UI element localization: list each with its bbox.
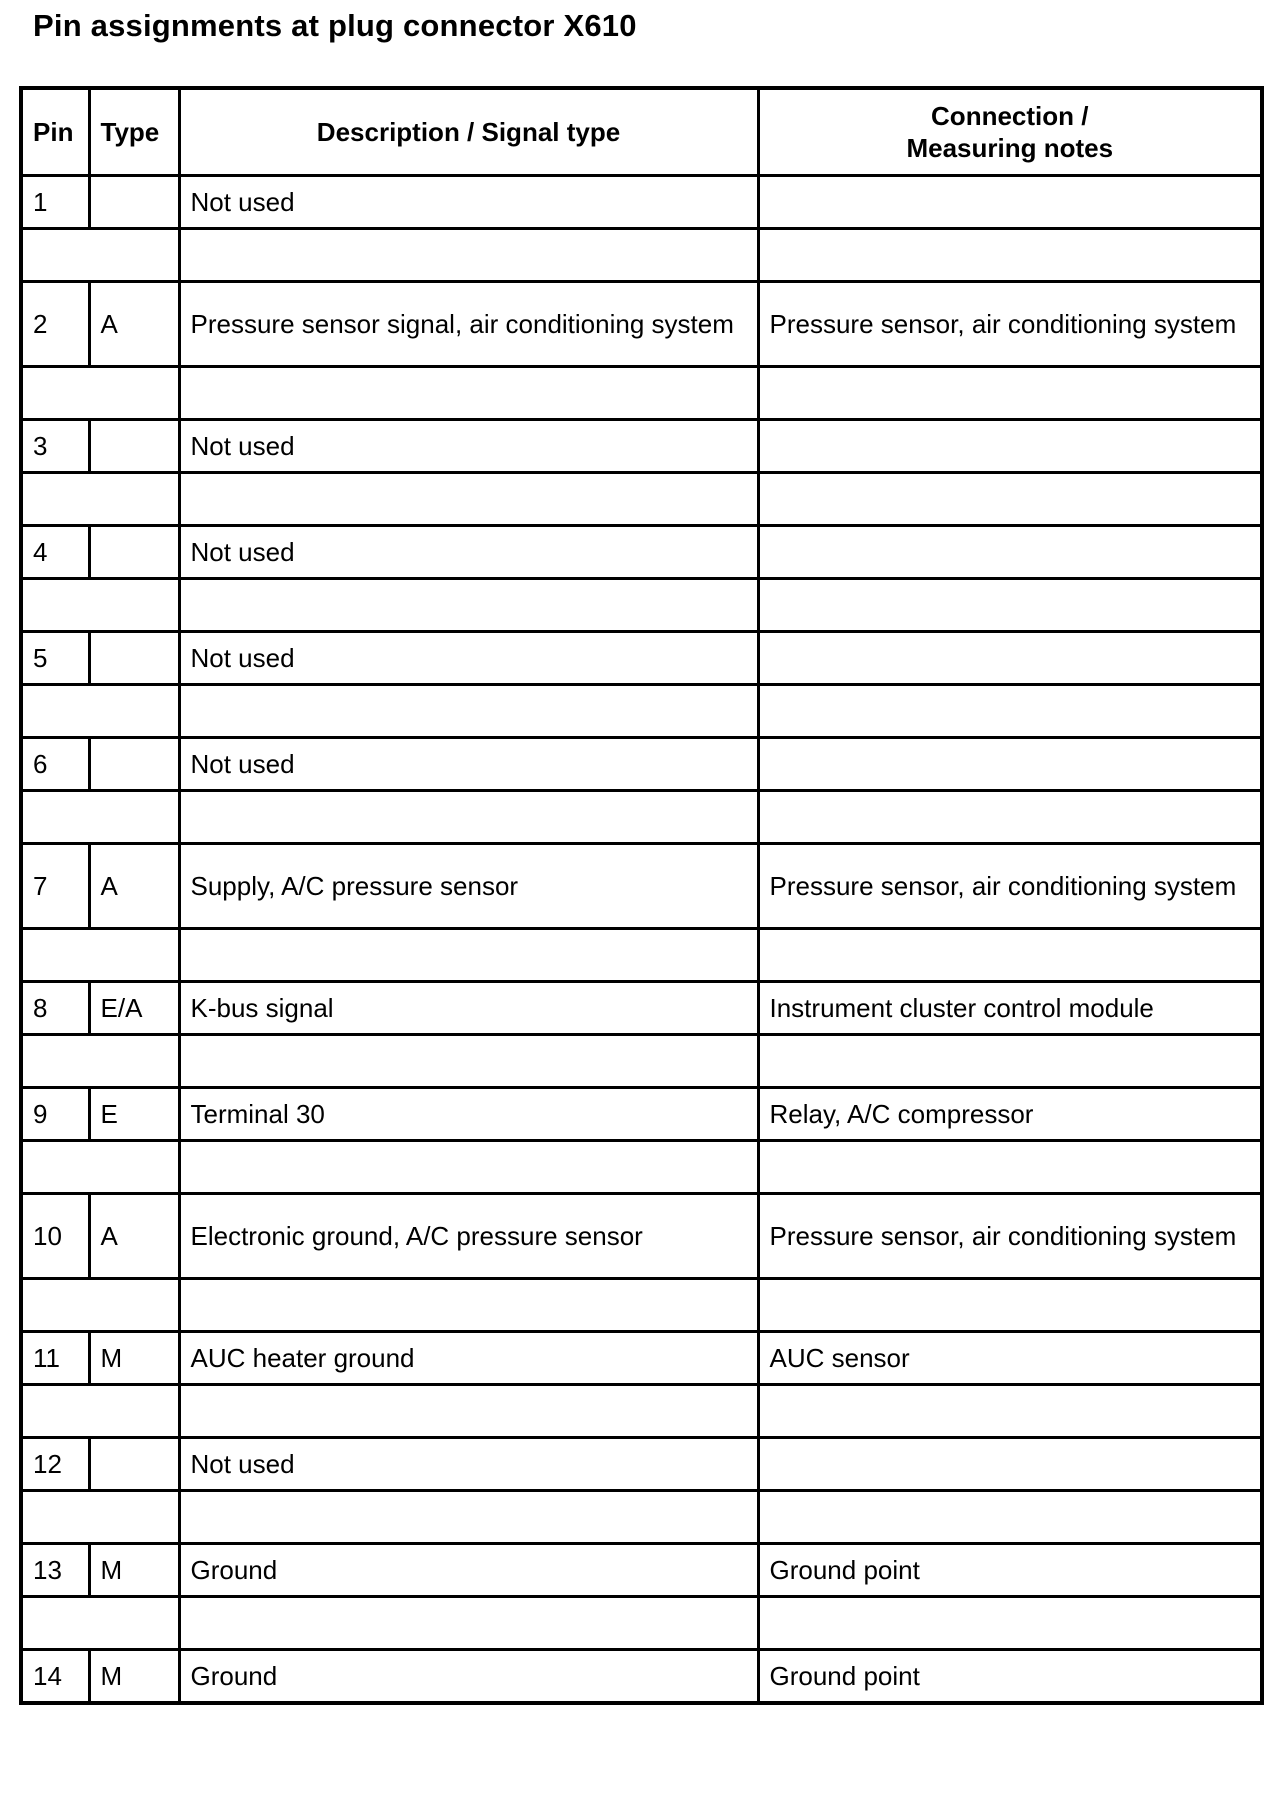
spacer-pin-type-cell <box>21 579 179 632</box>
pin-assignment-table <box>19 86 1264 1705</box>
type-cell: M <box>89 1544 179 1597</box>
description-cell: Electronic ground, A/C pressure sensor <box>179 1194 758 1279</box>
spacer-row <box>21 579 1262 632</box>
spacer-connection-cell <box>758 579 1262 632</box>
description-cell: Ground <box>179 1650 758 1704</box>
spacer-row <box>21 1279 1262 1332</box>
spacer-connection-cell <box>758 685 1262 738</box>
description-cell: Not used <box>179 420 758 473</box>
type-cell <box>89 738 179 791</box>
pin-cell: 14 <box>21 1650 89 1704</box>
type-cell: E/A <box>89 982 179 1035</box>
type-cell: A <box>89 282 179 367</box>
spacer-connection-cell <box>758 1279 1262 1332</box>
header-connection-line1: Connection / <box>931 101 1089 131</box>
connection-cell <box>758 420 1262 473</box>
header-description: Description / Signal type <box>179 88 758 176</box>
connection-cell <box>758 1438 1262 1491</box>
header-type: Type <box>89 88 179 176</box>
pin-cell: 2 <box>21 282 89 367</box>
spacer-row <box>21 1385 1262 1438</box>
spacer-connection-cell <box>758 229 1262 282</box>
spacer-row <box>21 929 1262 982</box>
type-cell: M <box>89 1332 179 1385</box>
connection-cell <box>758 526 1262 579</box>
spacer-row <box>21 1597 1262 1650</box>
pin-cell: 3 <box>21 420 89 473</box>
spacer-connection-cell <box>758 1141 1262 1194</box>
connection-cell: AUC sensor <box>758 1332 1262 1385</box>
spacer-connection-cell <box>758 1597 1262 1650</box>
pin-cell: 1 <box>21 176 89 229</box>
header-pin: Pin <box>21 88 89 176</box>
spacer-row <box>21 791 1262 844</box>
spacer-row <box>21 685 1262 738</box>
spacer-connection-cell <box>758 791 1262 844</box>
table-row <box>21 420 1262 473</box>
pin-cell: 13 <box>21 1544 89 1597</box>
description-cell: Not used <box>179 738 758 791</box>
spacer-description-cell <box>179 1491 758 1544</box>
spacer-pin-type-cell <box>21 791 179 844</box>
connection-cell: Ground point <box>758 1544 1262 1597</box>
spacer-connection-cell <box>758 1035 1262 1088</box>
table-row <box>21 738 1262 791</box>
table-row <box>21 1544 1262 1597</box>
spacer-connection-cell <box>758 473 1262 526</box>
description-cell: K-bus signal <box>179 982 758 1035</box>
pin-cell: 8 <box>21 982 89 1035</box>
table-row <box>21 176 1262 229</box>
spacer-connection-cell <box>758 1491 1262 1544</box>
type-cell: A <box>89 1194 179 1279</box>
type-cell: A <box>89 844 179 929</box>
spacer-description-cell <box>179 1141 758 1194</box>
spacer-description-cell <box>179 929 758 982</box>
spacer-description-cell <box>179 791 758 844</box>
header-connection-line2: Measuring notes <box>906 133 1114 163</box>
pin-cell: 4 <box>21 526 89 579</box>
connection-cell <box>758 176 1262 229</box>
description-cell: Not used <box>179 176 758 229</box>
spacer-description-cell <box>179 579 758 632</box>
spacer-pin-type-cell <box>21 473 179 526</box>
type-cell <box>89 176 179 229</box>
spacer-row <box>21 229 1262 282</box>
type-cell <box>89 526 179 579</box>
table-row <box>21 1332 1262 1385</box>
description-cell: Supply, A/C pressure sensor <box>179 844 758 929</box>
pin-cell: 9 <box>21 1088 89 1141</box>
spacer-pin-type-cell <box>21 1491 179 1544</box>
table-row <box>21 1438 1262 1491</box>
description-cell: Pressure sensor signal, air conditioning system <box>179 282 758 367</box>
spacer-connection-cell <box>758 367 1262 420</box>
spacer-row <box>21 1141 1262 1194</box>
spacer-description-cell <box>179 1597 758 1650</box>
spacer-pin-type-cell <box>21 1035 179 1088</box>
table-row <box>21 526 1262 579</box>
connection-cell <box>758 632 1262 685</box>
table-row <box>21 844 1262 929</box>
pin-cell: 6 <box>21 738 89 791</box>
spacer-pin-type-cell <box>21 367 179 420</box>
type-cell: M <box>89 1650 179 1704</box>
connection-cell: Relay, A/C compressor <box>758 1088 1262 1141</box>
spacer-connection-cell <box>758 929 1262 982</box>
spacer-description-cell <box>179 367 758 420</box>
header-connection <box>758 88 1262 176</box>
type-cell <box>89 420 179 473</box>
table-row <box>21 1650 1262 1704</box>
table-row <box>21 282 1262 367</box>
spacer-pin-type-cell <box>21 929 179 982</box>
spacer-pin-type-cell <box>21 1141 179 1194</box>
connection-cell: Pressure sensor, air conditioning system <box>758 282 1262 367</box>
page-title: Pin assignments at plug connector X610 <box>33 8 637 43</box>
pin-cell: 5 <box>21 632 89 685</box>
spacer-row <box>21 1491 1262 1544</box>
spacer-description-cell <box>179 229 758 282</box>
connection-cell: Pressure sensor, air conditioning system <box>758 1194 1262 1279</box>
table-row <box>21 982 1262 1035</box>
spacer-pin-type-cell <box>21 229 179 282</box>
header-row <box>21 88 1262 176</box>
type-cell: E <box>89 1088 179 1141</box>
table-row <box>21 1194 1262 1279</box>
description-cell: Not used <box>179 526 758 579</box>
description-cell: Not used <box>179 1438 758 1491</box>
connection-cell: Pressure sensor, air conditioning system <box>758 844 1262 929</box>
table-row <box>21 1088 1262 1141</box>
spacer-row <box>21 473 1262 526</box>
spacer-description-cell <box>179 473 758 526</box>
spacer-row <box>21 367 1262 420</box>
table-body <box>21 176 1262 1704</box>
pin-cell: 12 <box>21 1438 89 1491</box>
spacer-description-cell <box>179 1279 758 1332</box>
description-cell: Ground <box>179 1544 758 1597</box>
spacer-description-cell <box>179 1035 758 1088</box>
spacer-connection-cell <box>758 1385 1262 1438</box>
table-row <box>21 632 1262 685</box>
spacer-pin-type-cell <box>21 685 179 738</box>
pin-cell: 7 <box>21 844 89 929</box>
pin-cell: 11 <box>21 1332 89 1385</box>
spacer-description-cell <box>179 1385 758 1438</box>
pin-cell: 10 <box>21 1194 89 1279</box>
connection-cell: Instrument cluster control module <box>758 982 1262 1035</box>
connection-cell <box>758 738 1262 791</box>
spacer-description-cell <box>179 685 758 738</box>
description-cell: Terminal 30 <box>179 1088 758 1141</box>
type-cell <box>89 1438 179 1491</box>
description-cell: Not used <box>179 632 758 685</box>
spacer-row <box>21 1035 1262 1088</box>
spacer-pin-type-cell <box>21 1279 179 1332</box>
connection-cell: Ground point <box>758 1650 1262 1704</box>
description-cell: AUC heater ground <box>179 1332 758 1385</box>
spacer-pin-type-cell <box>21 1597 179 1650</box>
type-cell <box>89 632 179 685</box>
spacer-pin-type-cell <box>21 1385 179 1438</box>
